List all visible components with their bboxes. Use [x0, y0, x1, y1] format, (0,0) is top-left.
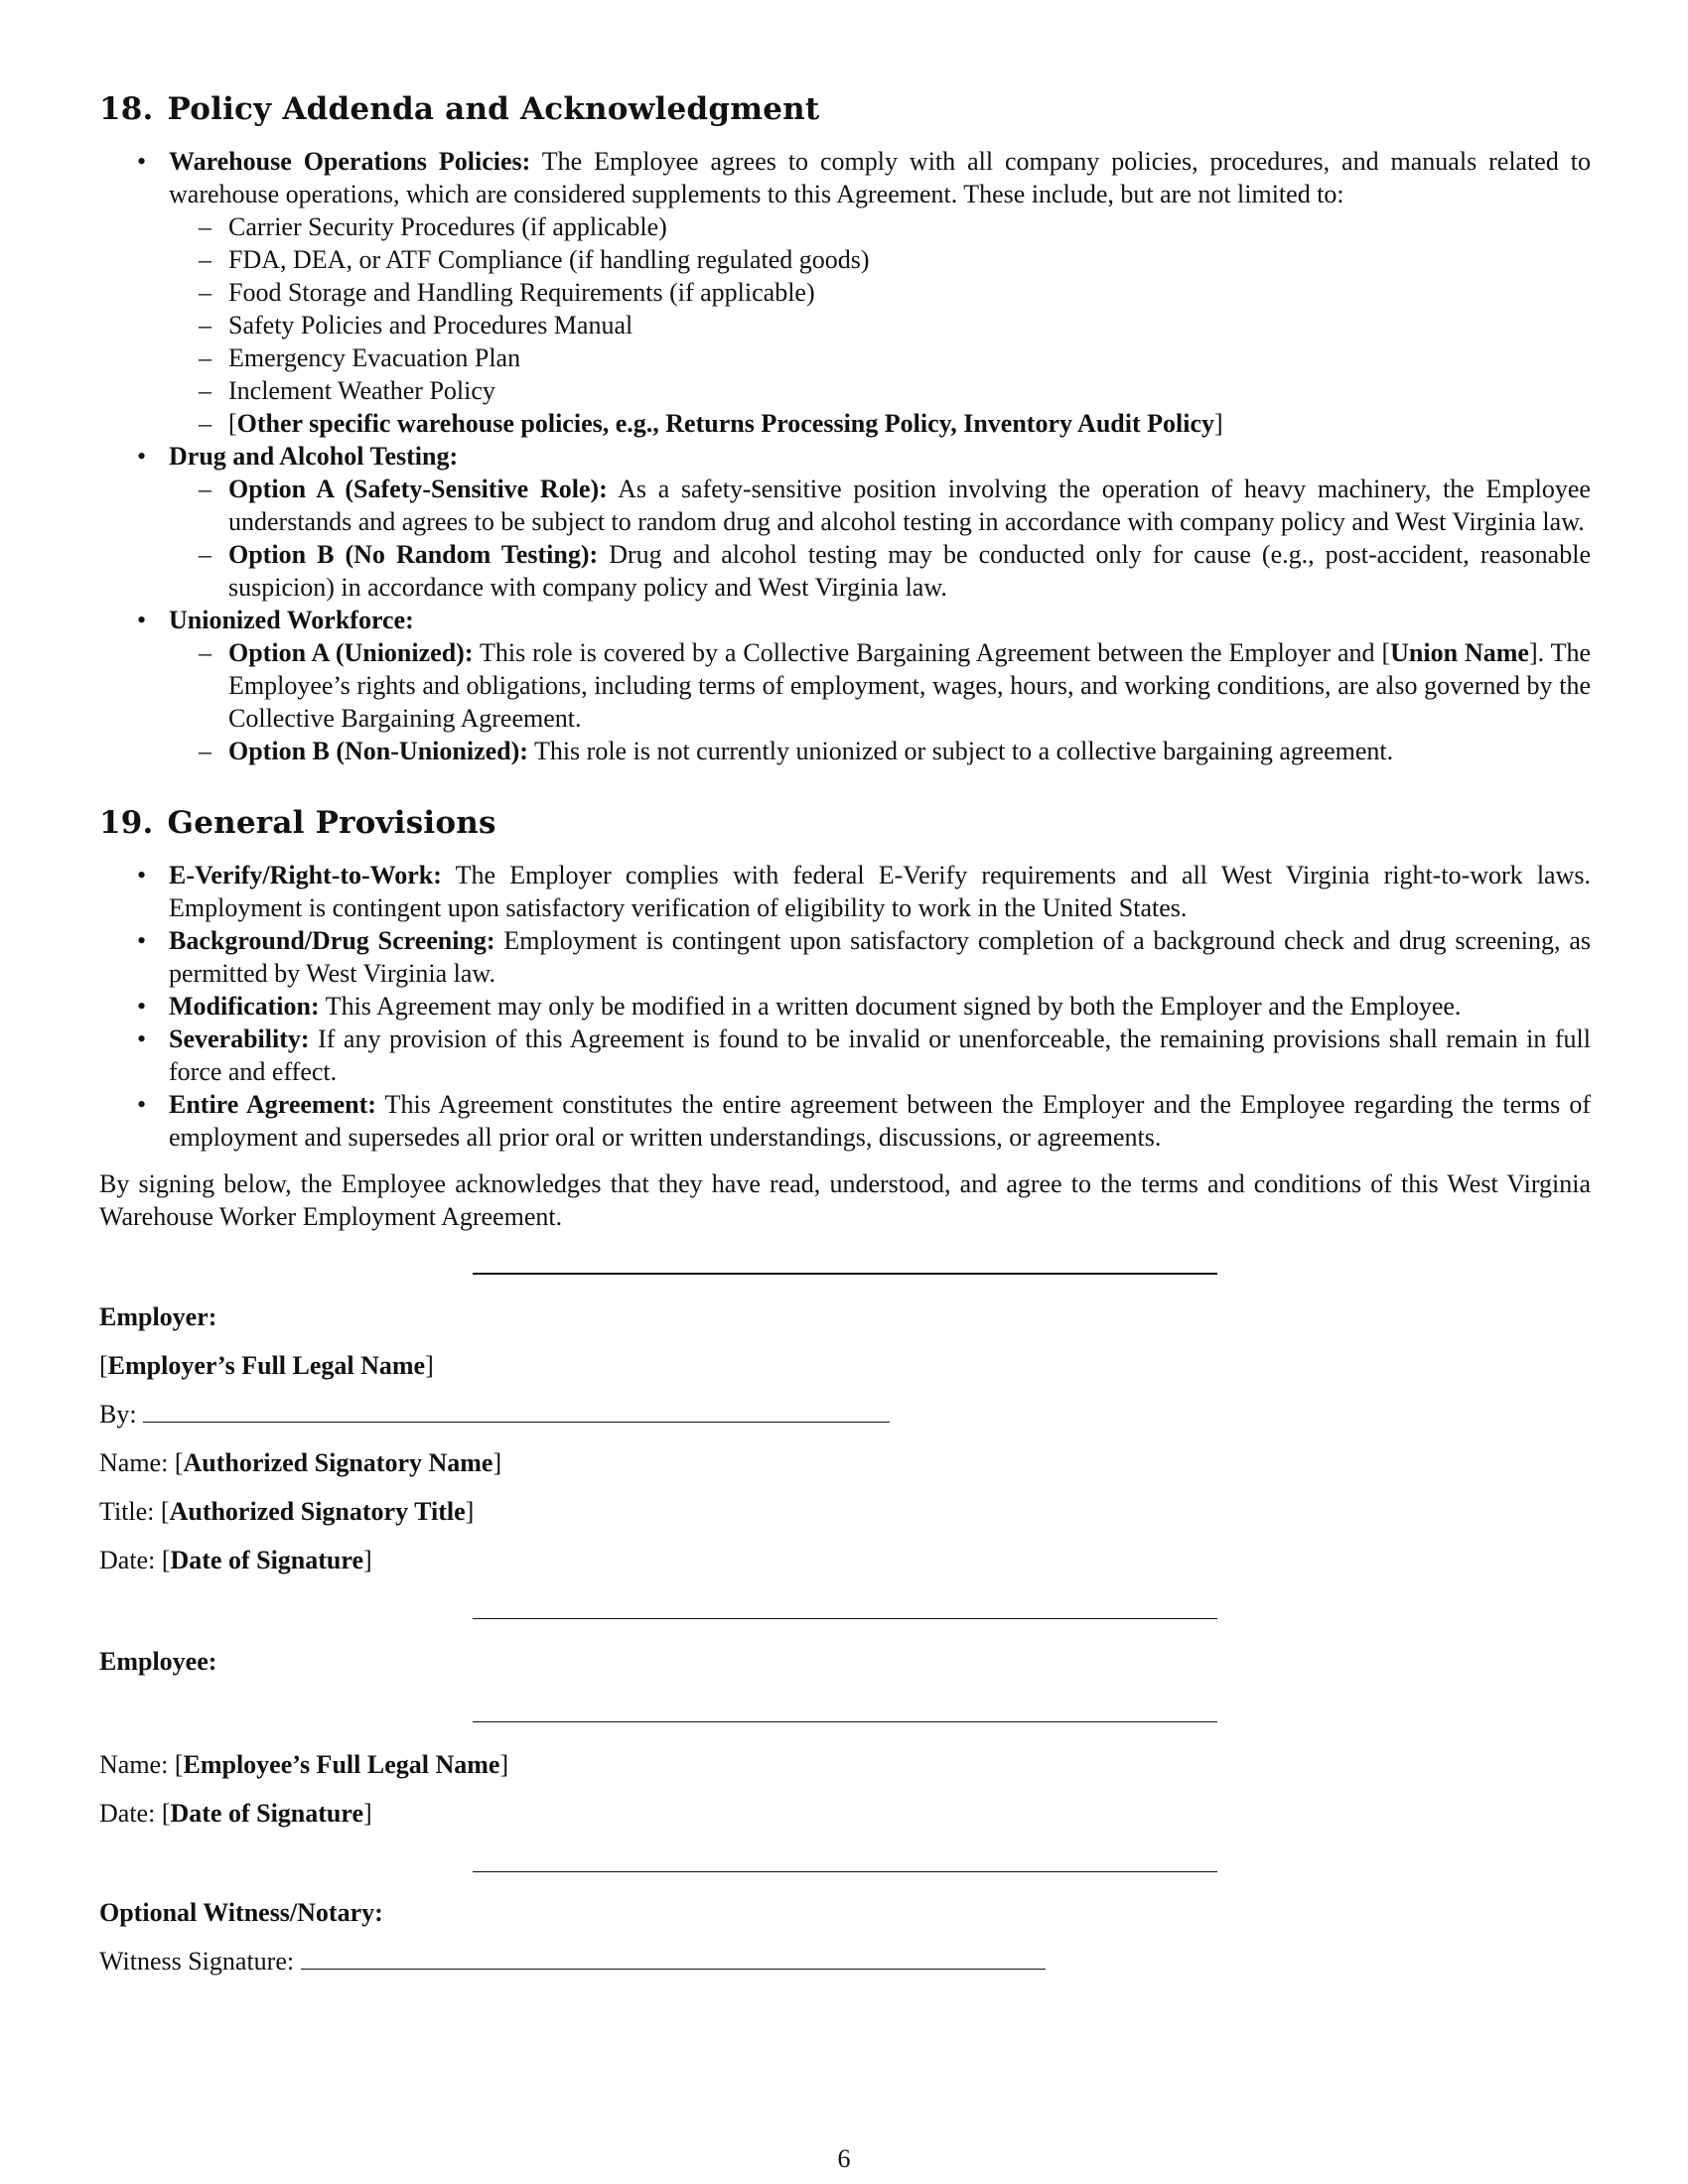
union-item [99, 604, 1591, 767]
employee-name-line: Name: [Employee’s Full Legal Name] [99, 1750, 509, 1779]
date-placeholder: Date of Signature [170, 1546, 363, 1574]
item-text: If any provision of this Agreement is found to be invalid or unenforceable, the remaining provisions shall remain in full force and effect. [169, 1024, 1591, 1086]
warehouse-policy-sublist [169, 210, 1591, 440]
section-19-heading [99, 803, 1591, 843]
option-b [169, 735, 1591, 767]
item-label: Entire Agreement: [169, 1090, 376, 1119]
item-label: E-Verify/Right-to-Work: [169, 861, 442, 889]
employee-heading: Employee: [99, 1647, 217, 1676]
section-title: General Provisions [167, 805, 496, 841]
signature-rule [473, 1618, 1217, 1619]
list-item-placeholder: – [Other specific warehouse policies, e.g., Returns Processing Policy, Inventory Audit Policy] [169, 407, 1591, 440]
document-page [99, 89, 1591, 1978]
drug-testing-item [99, 440, 1591, 604]
provision-item [99, 1088, 1591, 1154]
drug-testing-options [169, 473, 1591, 604]
list-item: – Emergency Evacuation Plan [169, 341, 1591, 374]
employee-block [99, 1748, 1591, 1830]
warehouse-policies-item [99, 145, 1591, 440]
provision-item [99, 924, 1591, 990]
date-label: Date: [99, 1799, 156, 1828]
placeholder-text: Other specific warehouse policies, e.g., Returns Processing Policy, Inventory Audit Policy [236, 409, 1214, 438]
option-text: This role is covered by a Collective Bargaining Agreement between the Employer and [479, 638, 1375, 667]
employer-block [99, 1300, 1591, 1576]
provision-item [99, 1023, 1591, 1088]
option-label: Option A (Safety-Sensitive Role): [228, 475, 608, 503]
union-options [169, 636, 1591, 767]
name-label: Name: [99, 1750, 169, 1779]
option-a [169, 473, 1591, 538]
divider [473, 1273, 1217, 1275]
item-label: Warehouse Operations Policies: [169, 147, 531, 176]
witness-rule [473, 1871, 1217, 1872]
name-label: Name: [99, 1448, 169, 1477]
by-label: By: [99, 1400, 137, 1429]
employer-signature-field[interactable] [143, 1398, 890, 1423]
witness-line [99, 1945, 1591, 1978]
item-label: Drug and Alcohol Testing: [169, 442, 459, 471]
item-text: The Employer complies with federal E-Verify requirements and all West Virginia right-to-work laws. Employment is contingent upon satisfactory verification of eligibility to work in the United States. [169, 861, 1591, 922]
signatory-title-line: Title: [Authorized Signatory Title] [99, 1497, 475, 1526]
list-item: – FDA, DEA, or ATF Compliance (if handling regulated goods) [169, 243, 1591, 276]
provision-item [99, 990, 1591, 1023]
witness-signature-field[interactable] [301, 1945, 1046, 1970]
witness-label: Witness Signature: [99, 1947, 295, 1976]
option-b [169, 538, 1591, 604]
employer-name-line: [Employer’s Full Legal Name] [99, 1351, 434, 1380]
section-18-list [99, 145, 1591, 767]
section-number: 18. [99, 91, 154, 127]
option-label: Option B (Non-Unionized): [228, 737, 528, 765]
option-text: . The Employee’s rights and obligations, including terms of employment, wages, hours, and working conditions, are also governed by the Collective Bargaining Agreement. [228, 638, 1592, 733]
employee-name-placeholder: Employee’s Full Legal Name [183, 1750, 500, 1779]
item-text: The Employee agrees to comply with all company policies, procedures, and manuals related to warehouse operations, which are considered supplements to this Agreement. These include, but are not limited to: [169, 147, 1592, 208]
employer-heading: Employer: [99, 1302, 217, 1331]
section-18-heading [99, 89, 1591, 129]
list-item: – Inclement Weather Policy [169, 374, 1591, 407]
employer-name-placeholder: Employer’s Full Legal Name [107, 1351, 426, 1380]
closing-paragraph: By signing below, the Employee acknowledges that they have read, understood, and agree to the terms and conditions of this West Virginia Warehouse Worker Employment Agreement. [99, 1169, 1591, 1231]
item-text: This Agreement may only be modified in a written document signed by both the Employer and the Employee. [325, 992, 1462, 1021]
witness-heading: Optional Witness/Notary: [99, 1898, 383, 1927]
employee-signature-line[interactable] [473, 1721, 1217, 1722]
item-label: Unionized Workforce: [169, 606, 414, 634]
list-item: – Safety Policies and Procedures Manual [169, 309, 1591, 341]
option-text: As a safety-sensitive position involving the operation of heavy machinery, the Employee understands and agrees to be subject to random drug and alcohol testing in accordance with company policy and West Virginia law. [228, 475, 1591, 536]
employee-date-line: Date: [Date of Signature] [99, 1799, 372, 1828]
union-name-placeholder: Union Name [1390, 638, 1529, 667]
date-label: Date: [99, 1546, 156, 1574]
signatory-title-placeholder: Authorized Signatory Title [169, 1497, 466, 1526]
title-label: Title: [99, 1497, 155, 1526]
section-19-list [99, 859, 1591, 1154]
option-text: This role is not currently unionized or subject to a collective bargaining agreement. [533, 737, 1394, 765]
item-label: Severability: [169, 1024, 310, 1053]
section-title: Policy Addenda and Acknowledgment [167, 91, 820, 127]
section-number: 19. [99, 805, 154, 841]
employer-date-line: Date: [Date of Signature] [99, 1546, 372, 1574]
list-item: – Food Storage and Handling Requirements (if applicable) [169, 276, 1591, 309]
option-text: Drug and alcohol testing may be conducted only for cause (e.g., post-accident, reasonable suspicion) in accordance with company policy and West Virginia law. [228, 540, 1591, 602]
list-item: – Carrier Security Procedures (if applicable) [169, 210, 1591, 243]
item-label: Background/Drug Screening: [169, 926, 495, 955]
option-a: – Option A (Unionized): This role is covered by a Collective Bargaining Agreement between the Employer and [Union Name]. The Employee’s rights and obligations, including terms of employment, wages, hours, and working conditions, are also governed by the Collective Bargaining Agreement. [169, 636, 1591, 735]
item-label: Modification: [169, 992, 320, 1021]
provision-item [99, 859, 1591, 924]
date-placeholder: Date of Signature [170, 1799, 363, 1828]
by-line [99, 1398, 1591, 1431]
option-label: Option A (Unionized): [228, 638, 474, 667]
item-text: This Agreement constitutes the entire agreement between the Employer and the Employee regarding the terms of employment and supersedes all prior oral or written understandings, discussions, or agreements. [169, 1090, 1592, 1152]
signatory-name-placeholder: Authorized Signatory Name [183, 1448, 493, 1477]
page-number: 6 [837, 2144, 851, 2173]
item-text: Employment is contingent upon satisfactory completion of a background check and drug screening, as permitted by West Virginia law. [169, 926, 1592, 988]
signatory-name-line: Name: [Authorized Signatory Name] [99, 1448, 502, 1477]
option-label: Option B (No Random Testing): [228, 540, 599, 569]
